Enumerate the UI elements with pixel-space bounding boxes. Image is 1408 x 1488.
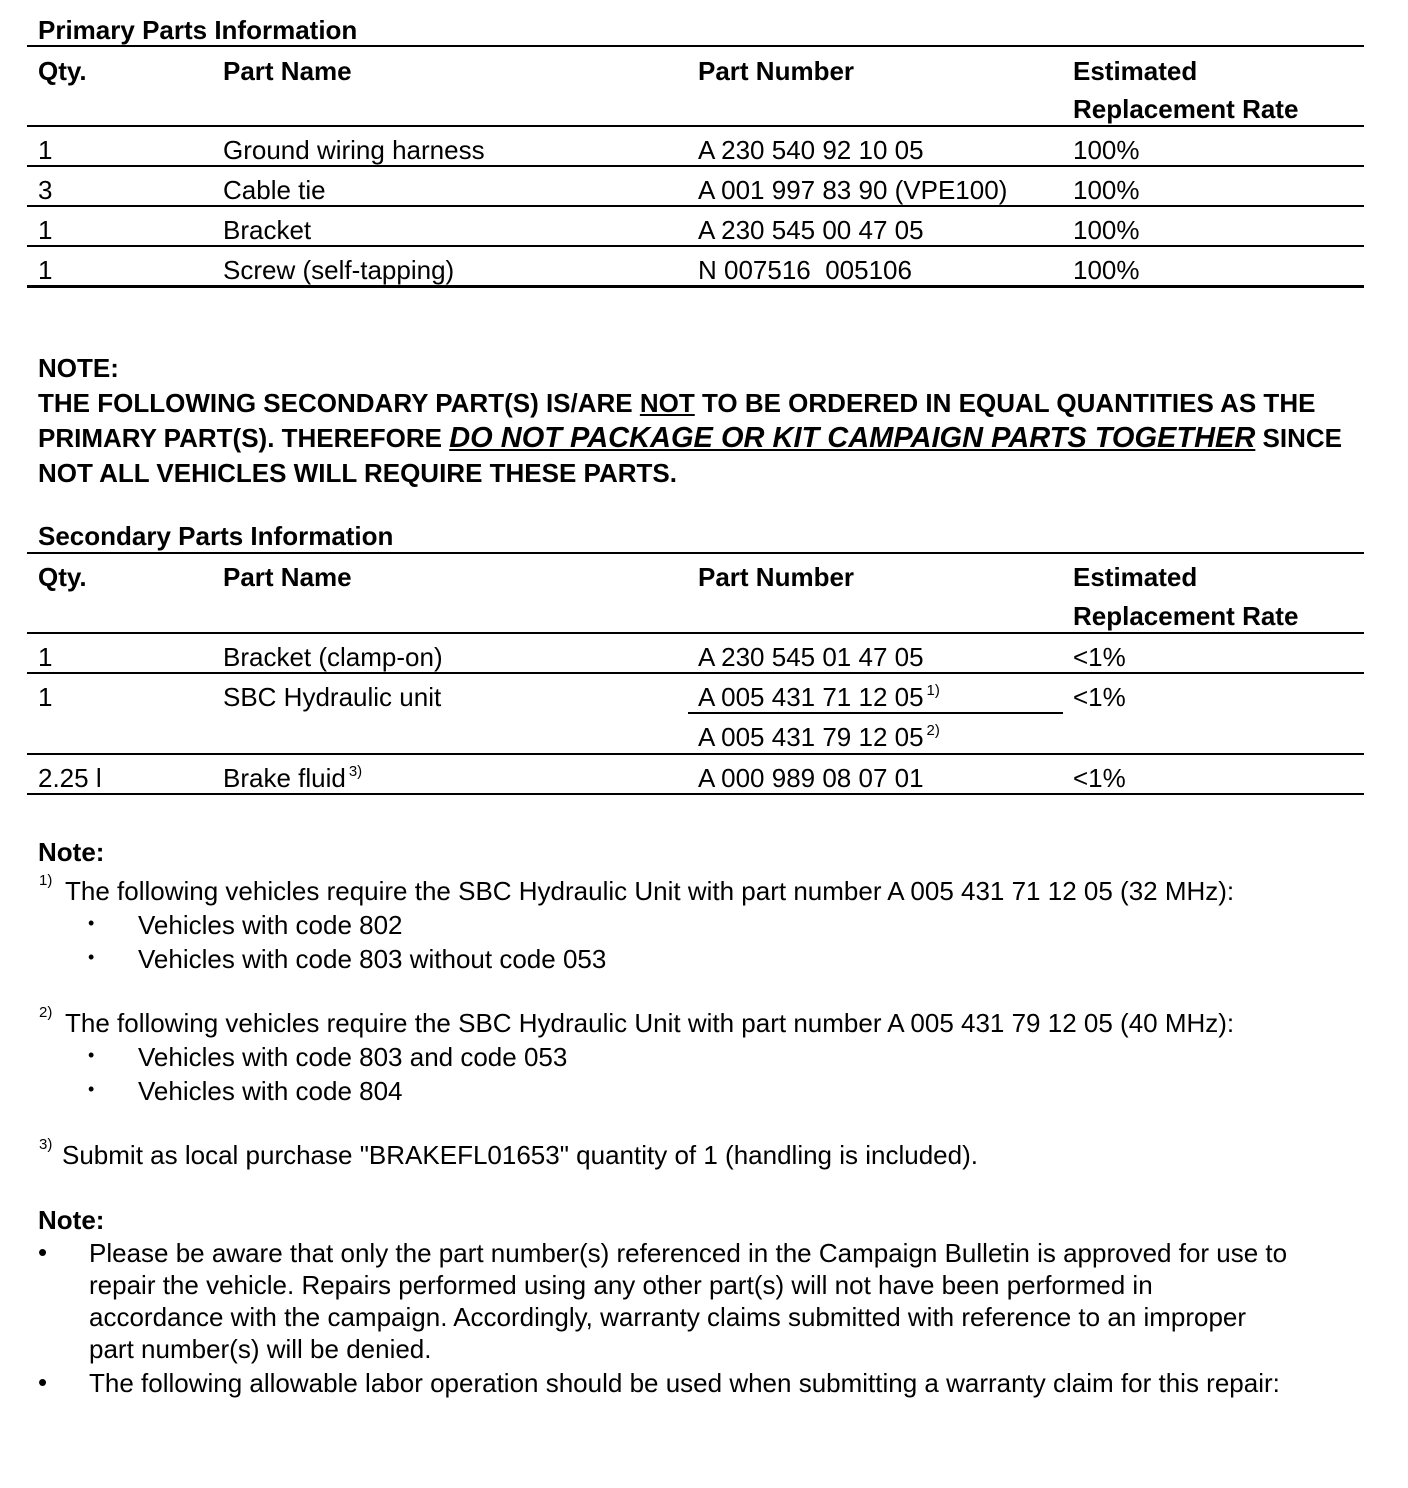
- cell-part-name: [223, 763, 362, 793]
- warning-not: NOT: [639, 388, 695, 418]
- footnote-ref: 3): [348, 763, 363, 780]
- cell-part-name: Bracket (clamp-on): [223, 642, 443, 672]
- header-part-name: Part Name: [223, 562, 352, 592]
- header-part-name: Part Name: [223, 56, 352, 86]
- cell-qty: 1: [38, 255, 53, 285]
- cell-part-name: Screw (self-tapping): [223, 255, 455, 285]
- header-rate-line2: Replacement Rate: [1073, 94, 1299, 124]
- table-rule: [27, 165, 1364, 167]
- cell-part-name: Ground wiring harness: [223, 135, 485, 165]
- header-rate-line2: Replacement Rate: [1073, 601, 1299, 631]
- cell-rate: 100%: [1073, 255, 1140, 285]
- cell-qty: 1: [38, 215, 53, 245]
- footnote-text: The following vehicles require the SBC Hydraulic Unit with part number A 005 431 71 12 05 (32 MHz):: [65, 876, 1235, 906]
- footnotes-label: Note:: [38, 837, 105, 867]
- table-rule: [27, 632, 1364, 634]
- list-item: The following allowable labor operation should be used when submitting a warranty claim for this repair:: [89, 1368, 1280, 1398]
- note2-label: Note:: [38, 1205, 105, 1235]
- cell-part-name: SBC Hydraulic unit: [223, 682, 442, 712]
- bullet-icon: •: [88, 913, 95, 933]
- part-number-text: A 005 431 71 12 05: [698, 682, 924, 712]
- list-item: Please be aware that only the part number(s) referenced in the Campaign Bulletin is approved for use to repair the vehicle. Repairs performed using any other part(s) will not have been performed in accordance with the campaign. Accordingly, warranty claims submitted with reference to an improper part number(s) will be denied.: [89, 1238, 1288, 1364]
- header-qty: Qty.: [38, 562, 87, 592]
- list-item: Vehicles with code 802: [138, 910, 403, 940]
- table-rule: [27, 672, 1364, 674]
- cell-part-number: A 000 989 08 07 01: [698, 763, 924, 793]
- cell-rate: <1%: [1073, 763, 1126, 793]
- header-part-number: Part Number: [698, 56, 855, 86]
- footnote-text: Submit as local purchase "BRAKEFL01653" quantity of 1 (handling is included).: [62, 1140, 978, 1170]
- cell-part-number: A 001 997 83 90 (VPE100): [698, 175, 1008, 205]
- cell-rate: <1%: [1073, 682, 1126, 712]
- warning-emphasis: DO NOT PACKAGE OR KIT CAMPAIGN PARTS TOGETHER: [449, 422, 1256, 454]
- footnote-marker: 1): [39, 872, 53, 889]
- cell-part-number: N 007516 005106: [698, 255, 912, 285]
- cell-qty: 1: [38, 682, 53, 712]
- table-rule: [27, 125, 1364, 127]
- table-rule: [27, 552, 1364, 554]
- cell-part-number-a: [698, 682, 940, 712]
- cell-qty: 3: [38, 175, 53, 205]
- part-number-text: A 005 431 79 12 05: [698, 722, 924, 752]
- footnote-text: The following vehicles require the SBC Hydraulic Unit with part number A 005 431 79 12 05 (40 MHz):: [65, 1008, 1235, 1038]
- header-part-number: Part Number: [698, 562, 855, 592]
- header-rate-line1: Estimated: [1073, 56, 1198, 86]
- list-item: Vehicles with code 803 and code 053: [138, 1042, 568, 1072]
- bullet-icon: •: [38, 1237, 48, 1267]
- bullet-icon: •: [88, 1079, 95, 1099]
- bullet-icon: •: [38, 1367, 48, 1397]
- cell-part-number: A 230 545 00 47 05: [698, 215, 924, 245]
- warning-text: SINCE NOT ALL VEHICLES WILL REQUIRE THESE PARTS.: [38, 423, 1343, 488]
- table-rule: [27, 45, 1364, 47]
- header-qty: Qty.: [38, 56, 87, 86]
- secondary-parts-warning: [38, 386, 1368, 491]
- table-rule: [27, 205, 1364, 207]
- cell-qty: 1: [38, 642, 53, 672]
- cell-divider: [688, 712, 1063, 714]
- secondary-parts-title: Secondary Parts Information: [38, 521, 394, 551]
- cell-qty: 1: [38, 135, 53, 165]
- footnote-marker: 3): [39, 1136, 53, 1153]
- footnote-marker: 2): [39, 1004, 53, 1021]
- footnote-ref: 1): [926, 682, 940, 699]
- cell-part-number-b: [698, 722, 940, 752]
- cell-rate: 100%: [1073, 215, 1140, 245]
- cell-part-name: Bracket: [223, 215, 312, 245]
- list-item: Vehicles with code 803 without code 053: [138, 944, 607, 974]
- note-label: NOTE:: [38, 353, 119, 383]
- table-rule: [27, 793, 1364, 795]
- cell-rate: <1%: [1073, 642, 1126, 672]
- primary-parts-title: Primary Parts Information: [38, 15, 358, 45]
- cell-part-number: A 230 540 92 10 05: [698, 135, 924, 165]
- warning-text: THE FOLLOWING SECONDARY PART(S) IS/ARE: [38, 388, 640, 418]
- cell-rate: 100%: [1073, 175, 1140, 205]
- part-name-text: Brake fluid: [223, 763, 346, 793]
- cell-part-name: Cable tie: [223, 175, 326, 205]
- bullet-icon: •: [88, 947, 95, 967]
- bullet-icon: •: [88, 1045, 95, 1065]
- warning-text: TO BE ORDERED IN EQUAL QUANTITIES AS THE PRIMARY PART(S). THEREFORE: [38, 388, 1316, 453]
- cell-part-number: A 230 545 01 47 05: [698, 642, 924, 672]
- header-rate-line1: Estimated: [1073, 562, 1198, 592]
- table-rule: [27, 245, 1364, 247]
- table-rule: [27, 285, 1364, 288]
- cell-rate: 100%: [1073, 135, 1140, 165]
- footnote-ref: 2): [926, 722, 940, 739]
- list-item: Vehicles with code 804: [138, 1076, 403, 1106]
- table-rule: [27, 753, 1364, 755]
- cell-qty: 2.25 l: [38, 763, 102, 793]
